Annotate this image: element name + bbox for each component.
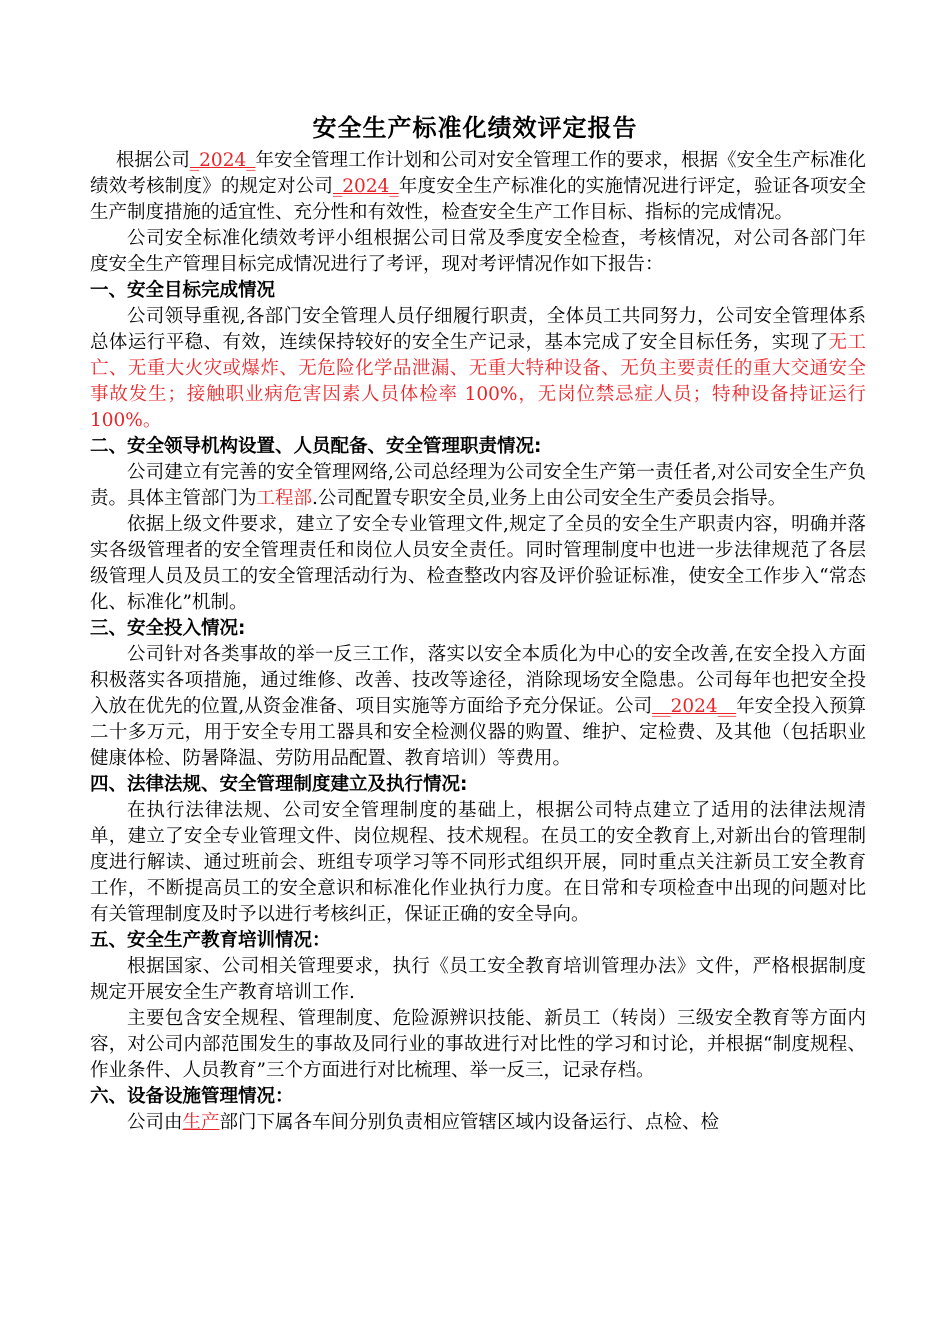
section-5-heading: 五、安全生产教育培训情况： <box>90 930 331 951</box>
section-4-heading: 四、法律法规、安全管理制度建立及执行情况: <box>90 774 468 795</box>
section-2-paragraph-2: 依据上级文件要求，建立了安全专业管理文件,规定了全员的安全生产职责内容，明确并落实各级管理者的安全管理责任和岗位人员安全责任。同时管理制度中也进一步法律规范了各层级管理人员及员工的安全管理活动行为、检查整改内容及评价验证标准，使安全工作步入“常态化、标准化”机制。 <box>90 514 866 613</box>
intro-text-a: 根据公司 <box>115 150 190 171</box>
section-3-text-b: 年安全投入预算二十多万元，用于安全专用工器具和安全检测仪器的购置、维护、定检费、及其他（包括职业健康体检、防暑降温、劳防用品配置、教育培训）等费用。 <box>90 696 866 769</box>
year-field-1: _2024_ <box>189 150 256 171</box>
section-4-paragraph: 在执行法律法规、公司安全管理制度的基础上，根据公司特点建立了适用的法律法规清单，建立了安全专业管理文件、岗位规程、技术规程。在员工的安全教育上,对新出台的管理制度进行解读、通过班前会、班组专项学习等不同形式组织开展，同时重点关注新员工安全教育工作，不断提高员工的安全意识和标准化作业执行力度。在日常和专项检查中出现的问题对比有关管理制度及时予以进行考核纠正，保证正确的安全导向。 <box>90 800 866 925</box>
section-1-heading: 一、安全目标完成情况 <box>90 280 276 301</box>
section-3-heading: 三、安全投入情况: <box>90 618 246 639</box>
intro-paragraph-2: 公司安全标准化绩效考评小组根据公司日常及季度安全检查，考核情况，对公司各部门年度安全生产管理目标完成情况进行了考评，现对考评情况作如下报告： <box>90 228 866 275</box>
section-2-text-a: 公司建立有完善的安全管理网络,公司总经理为公司安全生产第一责任者,对公司安全生产负责。具体主管部门为 <box>90 462 866 509</box>
section-2-heading: 二、安全领导机构设置、人员配备、安全管理职责情况: <box>90 436 542 457</box>
section-5-paragraph-1: 根据国家、公司相关管理要求，执行《员工安全教育培训管理办法》文件，严格根据制度规定开展安全生产教育培训工作. <box>90 956 866 1003</box>
intro-paragraph-1 <box>90 148 866 226</box>
section-5-paragraph-2: 主要包含安全规程、管理制度、危险源辨识技能、新员工（转岗）三级安全教育等方面内容，对公司内部范围发生的事故及同行业的事故进行对比性的学习和讨论，并根据“制度规程、作业条件、人员教育”三个方面进行对比梳理、举一反三，记录存档。 <box>90 1008 866 1081</box>
section-6-text-b: 部门下属各车间分别负责相应管辖区域内设备运行、点检、检 <box>219 1112 720 1133</box>
section-2-text-b: .公司配置专职安全员,业务上由公司安全生产委员会指导。 <box>312 488 787 509</box>
intro-text-b: 年安全管理工作计划和公司对安全管理工作的要求，根据《安全生产标准化绩效考核制度》的规定对公司 <box>90 150 867 197</box>
year-field-3: __2024__ <box>652 696 737 717</box>
section-3-paragraph <box>90 642 866 772</box>
intro-text-c: 年度安全生产标准化的实施情况进行评定，验证各项安全生产制度措施的适宜性、充分性和有效性，检查安全生产工作目标、指标的完成情况。 <box>90 176 866 223</box>
section-1-highlight: 无工亡、无重大火灾或爆炸、无危险化学品泄漏、无重大特种设备、无负主要责任的重大交通安全事故发生；接触职业病危害因素人员体检率 100%，无岗位禁忌症人员；特种设备持证运行 100%。 <box>90 332 866 431</box>
report-body <box>90 148 866 1136</box>
section-1-text: 公司领导重视,各部门安全管理人员仔细履行职责，全体员工共同努力，公司安全管理体系总体运行平稳、有效，连续保持较好的安全生产记录，基本完成了安全目标任务，实现了 <box>90 306 866 353</box>
section-6-text-a: 公司由 <box>127 1112 183 1133</box>
department-highlight: 工程部 <box>256 488 313 509</box>
section-3-text-a: 公司针对各类事故的举一反三工作，落实以安全本质化为中心的安全改善,在安全投入方面积极落实各项措施，通过维修、改善、技改等途径，消除现场安全隐患。公司每年也把安全投入放在优先的位置,从资金准备、项目实施等方面给予充分保证。公司 <box>90 644 866 717</box>
production-highlight: 生产 <box>182 1112 220 1133</box>
year-field-2: _2024_ <box>333 176 399 197</box>
section-6-paragraph <box>90 1110 866 1136</box>
report-title: 安全生产标准化绩效评定报告 <box>312 114 638 142</box>
section-6-heading: 六、设备设施管理情况： <box>90 1086 294 1107</box>
section-1-paragraph <box>90 304 866 434</box>
section-2-paragraph-1 <box>90 460 866 512</box>
